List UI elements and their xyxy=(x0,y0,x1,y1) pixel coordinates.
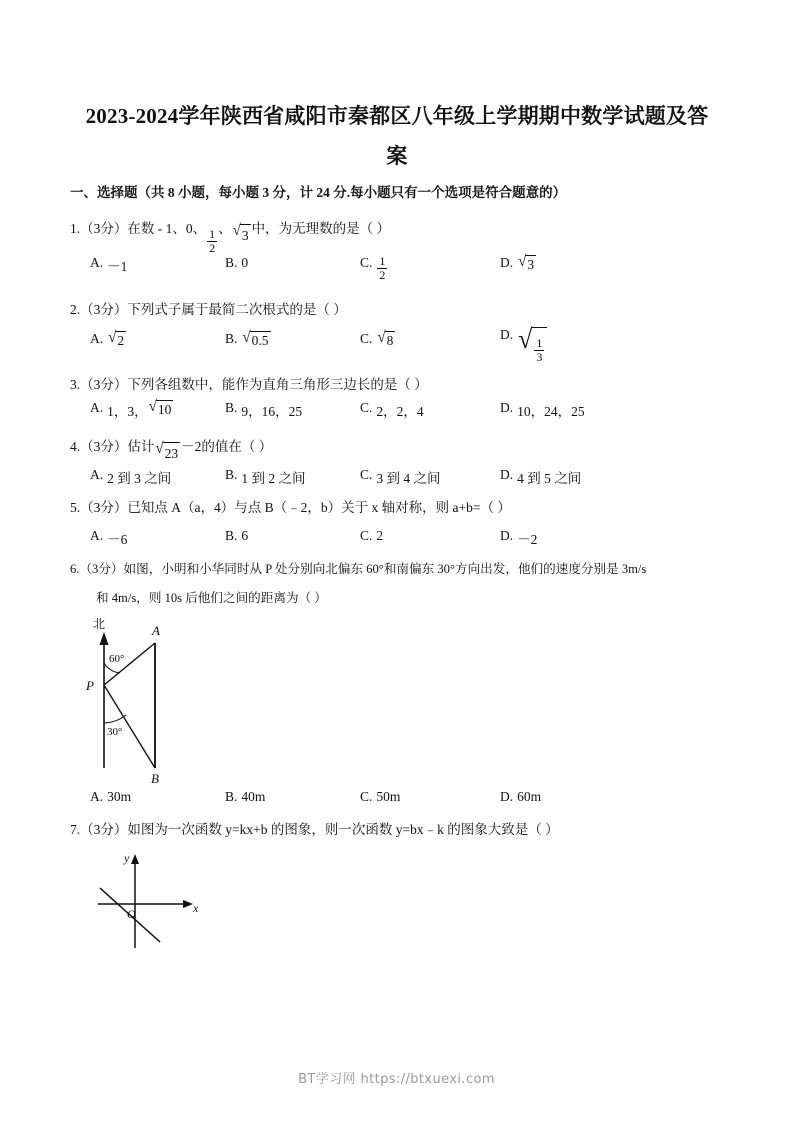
question-1-option-c[interactable]: C. $\frac{1}{2}$ xyxy=(360,254,386,282)
linear-function-graph-svg xyxy=(90,848,210,958)
question-1-stem xyxy=(70,219,390,255)
page-title-line-1: 2023-2024学年陕西省咸阳市秦都区八年级上学期期中数学试题及答 xyxy=(85,104,709,128)
question-6-option-a[interactable]: A. 30m xyxy=(90,789,132,804)
option-sqrt: √ 8 xyxy=(377,329,394,348)
option-fraction: $\frac{1}{3}$ xyxy=(536,336,543,364)
question-5-option-b[interactable]: B. 6 xyxy=(225,528,249,543)
north-label: 北 xyxy=(93,618,106,631)
question-1-option-a[interactable]: A. －1 xyxy=(90,255,128,274)
point-a-label: A xyxy=(152,623,160,638)
question-4-options xyxy=(70,467,730,497)
radical-icon: √ xyxy=(232,222,241,240)
radical-icon: √ xyxy=(242,329,251,347)
question-5-stem: 5.（3分）已知点 A（a，4）与点 B（﹣2，b）关于 x 轴对称，则 a+b=（ ） xyxy=(70,500,511,515)
question-4-option-c[interactable]: C. 3 到 4 之间 xyxy=(360,467,441,486)
question-1-stem-prefix: 1.（3分）在数 - 1、0、 xyxy=(70,221,207,236)
question-3-stem: 3.（3分）下列各组数中，能作为直角三角形三边长的是（ ） xyxy=(70,377,428,392)
y-axis-arrow xyxy=(131,854,139,864)
radical-icon: √ xyxy=(148,398,157,416)
radical-icon: √ xyxy=(108,329,117,347)
question-1-stem-suffix: 中，为无理数的是（ ） xyxy=(251,221,390,236)
question-3-option-b[interactable]: B. 9，16，25 xyxy=(225,400,303,419)
question-4-stem xyxy=(70,437,272,464)
question-1-fraction: $\frac{1}{2}$ xyxy=(209,227,216,255)
angle-label-60: 60° xyxy=(109,653,125,665)
question-3-option-c[interactable]: C. 2，2，4 xyxy=(360,400,424,419)
question-6-option-c[interactable]: C. 50m xyxy=(360,789,401,804)
y-axis-label: y xyxy=(124,851,130,865)
origin-label: O xyxy=(127,907,136,921)
question-3-option-d[interactable]: D. 10，24，25 xyxy=(500,400,585,419)
bearing-diagram-svg xyxy=(80,618,260,788)
radical-icon: √ xyxy=(518,323,533,355)
option-sqrt: √ 10 xyxy=(148,398,172,417)
x-axis-arrow xyxy=(183,900,193,908)
point-p-label: P xyxy=(86,678,94,693)
question-1-sqrt: √ 3 xyxy=(233,224,251,246)
option-sqrt: √ 0.5 xyxy=(242,329,269,348)
question-2-option-d[interactable]: D. √ $\frac{1}{3}$ xyxy=(500,327,548,364)
point-b-label: B xyxy=(151,771,159,786)
question-7-stem: 7.（3分）如图为一次函数 y=kx+b 的图象，则一次函数 y=bx﹣k 的图象大致是（ ） xyxy=(70,822,559,837)
question-2-options xyxy=(70,323,730,364)
option-fraction: $\frac{1}{2}$ xyxy=(379,254,386,282)
question-4-option-d[interactable]: D. 4 到 5 之间 xyxy=(500,467,582,486)
option-sqrt: √ 3 xyxy=(518,253,535,272)
x-axis-label: x xyxy=(193,901,199,915)
linear-function-graph xyxy=(90,848,210,958)
question-4-sqrt: √ 23 xyxy=(155,442,180,464)
question-1-options xyxy=(70,255,730,285)
question-6-options xyxy=(70,789,730,819)
angle-label-30: 30° xyxy=(107,726,123,738)
question-2-option-a[interactable]: A. √ 2 xyxy=(90,329,125,348)
bearing-diagram xyxy=(80,618,260,788)
page-title-line-2: 案 xyxy=(386,144,408,168)
radical-icon: √ xyxy=(518,253,527,271)
question-6-stem-line-1: 6.（3分）如图，小明和小华同时从 P 处分别向北偏东 60°和南偏东 30°方向出发，他们的速度分别是 3m/s xyxy=(70,562,647,576)
option-sqrt-fraction xyxy=(518,323,547,364)
radical-icon: √ xyxy=(155,440,164,458)
question-6-option-d[interactable]: D. 60m xyxy=(500,789,542,804)
option-sqrt: √ 2 xyxy=(108,329,125,348)
radical-icon: √ xyxy=(377,329,386,347)
section-heading: 一、选择题（共 8 小题，每小题 3 分，计 24 分.每小题只有一个选项是符合题意的） xyxy=(70,185,567,200)
question-6-option-b[interactable]: B. 40m xyxy=(225,789,266,804)
question-6-stem-line-2: 和 4m/s，则 10s 后他们之间的距离为（ ） xyxy=(96,591,327,605)
question-3-options xyxy=(70,400,730,430)
page-title xyxy=(72,96,722,176)
question-4-stem-suffix: －2的值在（ ） xyxy=(181,439,273,454)
question-2-stem: 2.（3分）下列式子属于最简二次根式的是（ ） xyxy=(70,302,347,317)
footer-watermark: BT学习网 https://btxuexi.com xyxy=(298,1072,495,1087)
question-1-option-b[interactable]: B. 0 xyxy=(225,255,249,270)
question-4-stem-prefix: 4.（3分）估计 xyxy=(70,439,155,454)
question-1-stem-mid: 、 xyxy=(218,221,232,236)
question-5-option-a[interactable]: A. －6 xyxy=(90,528,128,547)
north-arrow-head xyxy=(100,632,109,645)
question-3-option-a[interactable]: A. 1，3， √ 10 xyxy=(90,398,172,419)
question-5-option-d[interactable]: D. －2 xyxy=(500,528,538,547)
question-5-options xyxy=(70,528,730,558)
question-2-option-b[interactable]: B. √ 0.5 xyxy=(225,329,269,348)
question-4-option-b[interactable]: B. 1 到 2 之间 xyxy=(225,467,306,486)
question-4-option-a[interactable]: A. 2 到 3 之间 xyxy=(90,467,172,486)
question-5-option-c[interactable]: C. 2 xyxy=(360,528,384,543)
question-2-option-c[interactable]: C. √ 8 xyxy=(360,329,394,348)
question-1-option-d[interactable]: D. √ 3 xyxy=(500,253,535,272)
